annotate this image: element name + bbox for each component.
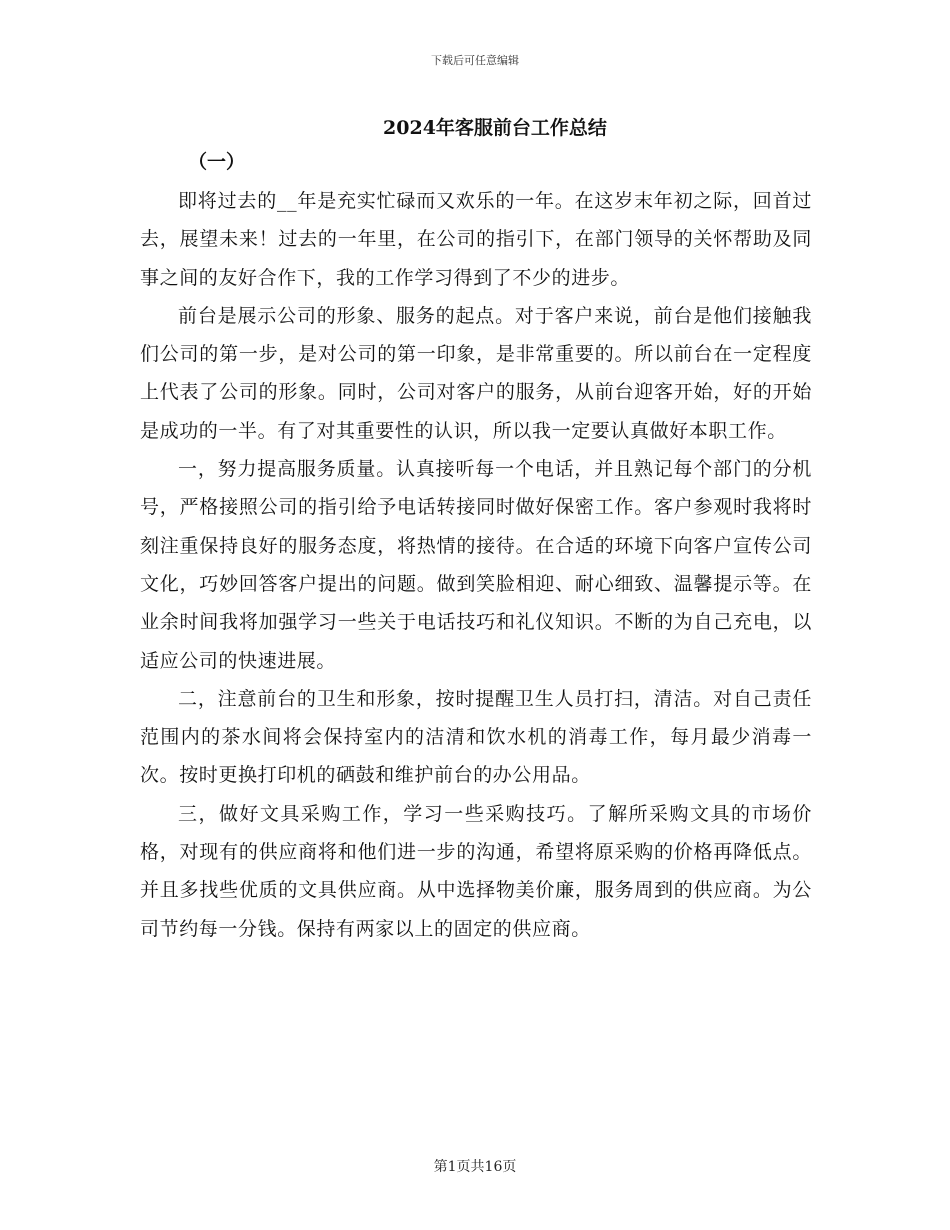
section-heading: （一）	[188, 151, 246, 173]
document-body	[140, 182, 812, 948]
document-title: 2024年客服前台工作总结	[383, 117, 607, 139]
paragraph-front-desk-role: 前台是展示公司的形象、服务的起点。对于客户来说，前台是他们接触我们公司的第一步，是对公司的第一印象，是非常重要的。所以前台在一定程度上代表了公司的形象。同时，公司对客户的服务，从前台迎客开始，好的开始是成功的一半。有了对其重要性的认识，所以我一定要认真做好本职工作。	[140, 304, 812, 442]
paragraph-purchasing: 三，做好文具采购工作，学习一些采购技巧。了解所采购文具的市场价格，对现有的供应商将和他们进一步的沟通，希望将原采购的价格再降低点。并且多找些优质的文具供应商。从中选择物美价廉，服务周到的供应商。为公司节约每一分钱。保持有两家以上的固定的供应商。	[140, 802, 812, 940]
paragraph-service-quality: 一，努力提高服务质量。认真接听每一个电话，并且熟记每个部门的分机号，严格接照公司的指引给予电话转接同时做好保密工作。客户参观时我将时刻注重保持良好的服务态度，将热情的接待。在合适的环境下向客户宣传公司文化，巧妙回答客户提出的问题。做到笑脸相迎、耐心细致、温馨提示等。在业余时间我将加强学习一些关于电话技巧和礼仪知识。不断的为自己充电，以适应公司的快速进展。	[140, 458, 812, 672]
paragraph-intro: 即将过去的__年是充实忙碌而又欢乐的一年。在这岁末年初之际，回首过去，展望未来！过去的一年里，在公司的指引下，在部门领导的关怀帮助及同事之间的友好合作下，我的工作学习得到了不少的进步。	[140, 190, 812, 289]
page-number: 第1页共16页	[433, 1159, 517, 1175]
paragraph-hygiene: 二，注意前台的卫生和形象，按时提醒卫生人员打扫，清洁。对自己责任范围内的茶水间将会保持室内的洁清和饮水机的消毒工作，每月最少消毒一次。按时更换打印机的硒鼓和维护前台的办公用品。	[140, 687, 812, 787]
page-header-note: 下载后可任意编辑	[431, 54, 519, 67]
